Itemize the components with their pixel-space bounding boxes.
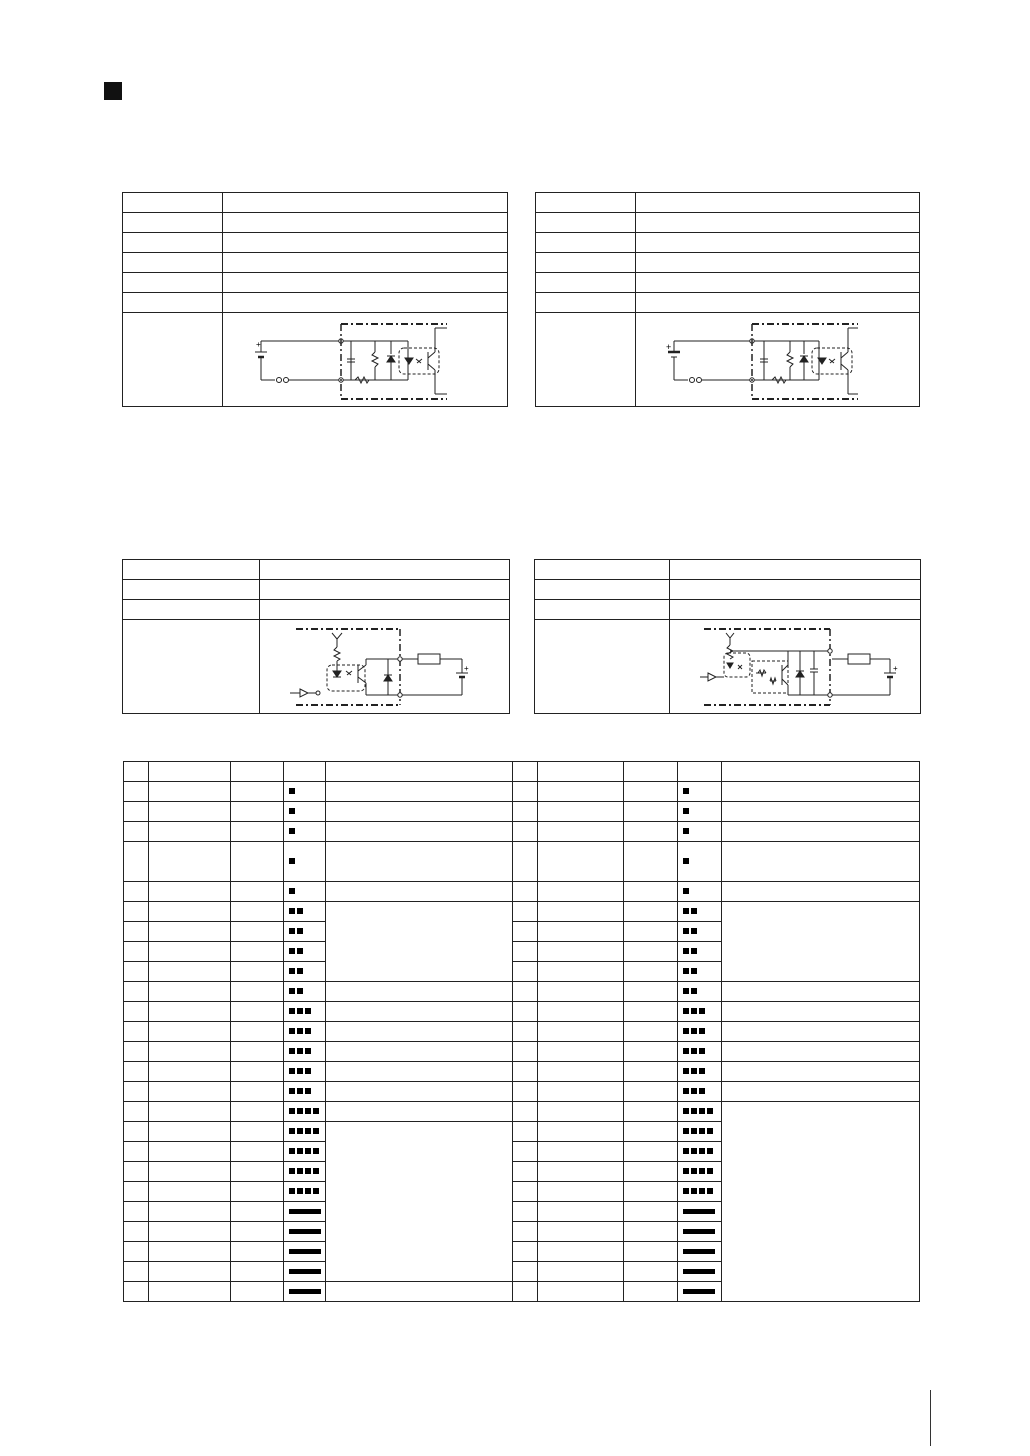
block-pattern-mark (699, 1008, 705, 1014)
block-pattern-mark (305, 1168, 311, 1174)
status-pattern-cell (284, 1102, 326, 1122)
status-pattern-cell (284, 1022, 326, 1042)
block-pattern-mark (683, 1148, 689, 1154)
block-pattern-mark (289, 948, 295, 954)
status-pattern-cell (284, 822, 326, 842)
block-pattern-mark (683, 808, 689, 814)
block-pattern-mark (297, 1048, 303, 1054)
status-pattern-cell (284, 842, 326, 882)
input-spec-table-left (122, 192, 508, 407)
block-pattern-mark (305, 1028, 311, 1034)
status-pattern-cell (284, 1262, 326, 1282)
status-pattern-cell (678, 982, 722, 1002)
status-pattern-cell (678, 1082, 722, 1102)
page-edge-rule (930, 1390, 931, 1446)
block-pattern-mark (699, 1168, 705, 1174)
table-row (536, 193, 920, 213)
block-pattern-mark (305, 1048, 311, 1054)
block-pattern-mark (289, 1048, 295, 1054)
block-pattern-mark (289, 1148, 295, 1154)
block-pattern-mark (699, 1068, 705, 1074)
table-row (124, 982, 920, 1002)
block-pattern-mark (683, 828, 689, 834)
block-pattern-mark (297, 1068, 303, 1074)
block-pattern-mark (297, 1148, 303, 1154)
solid-bar-pattern (289, 1289, 321, 1294)
table-row (535, 620, 921, 714)
block-pattern-mark (289, 1068, 295, 1074)
status-pattern-cell (284, 1282, 326, 1302)
table-row (124, 1042, 920, 1062)
svg-text:+: + (893, 663, 898, 673)
block-pattern-mark (691, 1168, 697, 1174)
status-pattern-cell (678, 922, 722, 942)
block-pattern-mark (707, 1108, 713, 1114)
block-pattern-mark (289, 1008, 295, 1014)
status-pattern-cell (284, 962, 326, 982)
block-pattern-mark (683, 1088, 689, 1094)
block-pattern-mark (305, 1108, 311, 1114)
status-pattern-cell (284, 1242, 326, 1262)
block-pattern-mark (297, 968, 303, 974)
output-spec-table-right (534, 559, 921, 714)
solid-bar-pattern (683, 1269, 715, 1274)
block-pattern-mark (699, 1148, 705, 1154)
status-pattern-cell (678, 782, 722, 802)
table-row (124, 902, 920, 922)
input-spec-table-right (535, 192, 920, 407)
solid-bar-pattern (683, 1229, 715, 1234)
block-pattern-mark (691, 948, 697, 954)
block-pattern-mark (289, 1168, 295, 1174)
block-pattern-mark (699, 1048, 705, 1054)
table-row (536, 253, 920, 273)
block-pattern-mark (313, 1188, 319, 1194)
block-pattern-mark (313, 1108, 319, 1114)
block-pattern-mark (305, 1128, 311, 1134)
block-pattern-mark (297, 1168, 303, 1174)
solid-bar-pattern (683, 1249, 715, 1254)
block-pattern-mark (699, 1108, 705, 1114)
table-row (124, 842, 920, 882)
table-row (535, 580, 921, 600)
status-pattern-cell (284, 1182, 326, 1202)
block-pattern-mark (289, 968, 295, 974)
status-pattern-cell (284, 922, 326, 942)
block-pattern-mark (289, 888, 295, 894)
block-pattern-mark (683, 908, 689, 914)
block-pattern-mark (699, 1028, 705, 1034)
block-pattern-mark (683, 788, 689, 794)
block-pattern-mark (289, 988, 295, 994)
status-pattern-cell (678, 942, 722, 962)
output-circuit-diagram-left (260, 620, 510, 714)
block-pattern-mark (691, 1088, 697, 1094)
svg-text:+: + (666, 341, 672, 352)
block-pattern-mark (313, 1148, 319, 1154)
block-pattern-mark (683, 1028, 689, 1034)
table-row (536, 213, 920, 233)
block-pattern-mark (305, 1148, 311, 1154)
status-pattern-cell (284, 1062, 326, 1082)
block-pattern-mark (683, 1188, 689, 1194)
block-pattern-mark (707, 1188, 713, 1194)
status-pattern-cell (678, 1122, 722, 1142)
status-pattern-cell (678, 1202, 722, 1222)
status-pattern-cell (284, 1142, 326, 1162)
table-header-row (124, 762, 920, 782)
block-pattern-mark (297, 1088, 303, 1094)
table-row (536, 313, 920, 407)
section-square-icon (104, 82, 122, 100)
input-circuit-diagram-right (636, 313, 920, 407)
status-pattern-cell (678, 1182, 722, 1202)
solid-bar-pattern (289, 1249, 321, 1254)
status-pattern-cell (678, 1002, 722, 1022)
status-pattern-cell (678, 1162, 722, 1182)
status-pattern-cell (284, 982, 326, 1002)
block-pattern-mark (699, 1088, 705, 1094)
status-pattern-cell (284, 882, 326, 902)
status-pattern-cell (678, 882, 722, 902)
block-pattern-mark (313, 1128, 319, 1134)
block-pattern-mark (313, 1168, 319, 1174)
table-row (123, 273, 508, 293)
block-pattern-mark (297, 948, 303, 954)
block-pattern-mark (683, 1068, 689, 1074)
solid-bar-pattern (289, 1269, 321, 1274)
block-pattern-mark (691, 928, 697, 934)
block-pattern-mark (289, 858, 295, 864)
input-circuit-diagram-left (223, 313, 508, 407)
block-pattern-mark (289, 828, 295, 834)
output-circuit-diagram-right (670, 620, 921, 714)
table-row (124, 1062, 920, 1082)
solid-bar-pattern (289, 1229, 321, 1234)
status-pattern-cell (284, 942, 326, 962)
block-pattern-mark (699, 1188, 705, 1194)
block-pattern-mark (305, 1068, 311, 1074)
block-pattern-mark (683, 1108, 689, 1114)
svg-text:+: + (464, 663, 469, 673)
block-pattern-mark (297, 1188, 303, 1194)
solid-bar-pattern (683, 1209, 715, 1214)
block-pattern-mark (297, 1128, 303, 1134)
table-row (124, 1082, 920, 1102)
block-pattern-mark (691, 1028, 697, 1034)
block-pattern-mark (683, 1168, 689, 1174)
table-row (124, 782, 920, 802)
status-pattern-cell (284, 902, 326, 922)
block-pattern-mark (691, 1128, 697, 1134)
block-pattern-mark (683, 968, 689, 974)
block-pattern-mark (305, 1088, 311, 1094)
svg-text:+: + (256, 339, 261, 349)
block-pattern-mark (691, 988, 697, 994)
block-pattern-mark (683, 858, 689, 864)
block-pattern-mark (289, 1088, 295, 1094)
table-row (124, 822, 920, 842)
table-row (535, 600, 921, 620)
table-row (124, 1002, 920, 1022)
table-row (536, 273, 920, 293)
table-row (536, 293, 920, 313)
status-pattern-cell (284, 1002, 326, 1022)
table-row (123, 253, 508, 273)
block-pattern-mark (289, 788, 295, 794)
block-pattern-mark (707, 1168, 713, 1174)
status-pattern-cell (284, 1202, 326, 1222)
table-row (124, 802, 920, 822)
status-pattern-cell (678, 1222, 722, 1242)
block-pattern-mark (683, 1008, 689, 1014)
block-pattern-mark (691, 908, 697, 914)
status-pattern-cell (678, 902, 722, 922)
block-pattern-mark (297, 1108, 303, 1114)
table-row (123, 620, 510, 714)
block-pattern-mark (305, 1188, 311, 1194)
block-pattern-mark (683, 1048, 689, 1054)
status-pattern-cell (678, 1062, 722, 1082)
status-pattern-cell (678, 1102, 722, 1122)
status-pattern-cell (678, 1142, 722, 1162)
block-pattern-mark (707, 1128, 713, 1134)
block-pattern-mark (289, 1108, 295, 1114)
block-pattern-mark (683, 988, 689, 994)
table-row (124, 882, 920, 902)
status-pattern-cell (678, 1282, 722, 1302)
status-pattern-cell (284, 1082, 326, 1102)
block-pattern-mark (707, 1148, 713, 1154)
status-pattern-cell (678, 822, 722, 842)
table-row (123, 560, 510, 580)
status-pattern-cell (678, 1042, 722, 1062)
block-pattern-mark (691, 1008, 697, 1014)
block-pattern-mark (289, 1028, 295, 1034)
block-pattern-mark (683, 948, 689, 954)
table-row (536, 233, 920, 253)
table-row (123, 233, 508, 253)
block-pattern-mark (305, 1008, 311, 1014)
block-pattern-mark (297, 928, 303, 934)
block-pattern-mark (691, 1068, 697, 1074)
table-row (123, 313, 508, 407)
block-pattern-mark (691, 1148, 697, 1154)
status-pattern-cell (284, 782, 326, 802)
block-pattern-mark (691, 1108, 697, 1114)
block-pattern-mark (297, 988, 303, 994)
table-row (124, 1102, 920, 1122)
block-pattern-mark (297, 1008, 303, 1014)
status-pattern-cell (284, 1222, 326, 1242)
status-pattern-cell (678, 1262, 722, 1282)
status-pattern-cell (678, 802, 722, 822)
status-pattern-cell (284, 1162, 326, 1182)
block-pattern-mark (683, 888, 689, 894)
status-pattern-cell (678, 962, 722, 982)
solid-bar-pattern (289, 1209, 321, 1214)
block-pattern-mark (289, 928, 295, 934)
status-pattern-cell (284, 802, 326, 822)
status-pattern-cell (284, 1122, 326, 1142)
block-pattern-mark (691, 968, 697, 974)
status-pattern-cell (284, 1042, 326, 1062)
block-pattern-mark (289, 1128, 295, 1134)
table-row (535, 560, 921, 580)
block-pattern-mark (699, 1128, 705, 1134)
solid-bar-pattern (683, 1289, 715, 1294)
table-row (123, 213, 508, 233)
block-pattern-mark (691, 1048, 697, 1054)
block-pattern-mark (691, 1188, 697, 1194)
status-pattern-table (123, 761, 920, 1302)
block-pattern-mark (297, 1028, 303, 1034)
block-pattern-mark (297, 908, 303, 914)
status-pattern-cell (678, 1242, 722, 1262)
block-pattern-mark (683, 928, 689, 934)
block-pattern-mark (289, 1188, 295, 1194)
table-row (123, 193, 508, 213)
block-pattern-mark (289, 908, 295, 914)
block-pattern-mark (289, 808, 295, 814)
status-pattern-cell (678, 842, 722, 882)
block-pattern-mark (683, 1128, 689, 1134)
status-pattern-cell (678, 1022, 722, 1042)
output-spec-table-left (122, 559, 510, 714)
table-row (124, 1022, 920, 1042)
table-row (123, 600, 510, 620)
table-row (123, 293, 508, 313)
table-row (123, 580, 510, 600)
